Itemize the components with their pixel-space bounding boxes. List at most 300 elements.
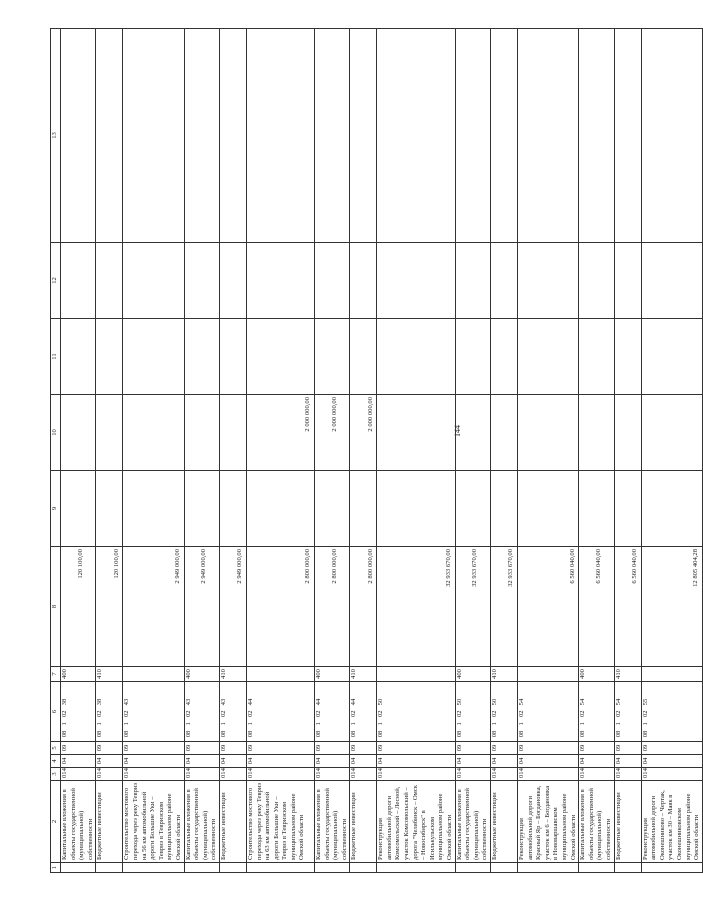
section-code-cell: 04 bbox=[455, 755, 490, 768]
header-cell-4: 4 bbox=[51, 755, 61, 768]
cell-col13 bbox=[219, 29, 246, 243]
target-article-part: 02 bbox=[579, 710, 587, 717]
cell-col13 bbox=[184, 29, 219, 243]
subsection-code-cell: 09 bbox=[219, 742, 246, 755]
description-cell: Бюджетные инвестиции bbox=[219, 781, 246, 863]
admin-code-cell: 014 bbox=[455, 768, 490, 781]
section-code-cell: 04 bbox=[350, 755, 377, 768]
cell-col1 bbox=[184, 863, 219, 873]
amount-col10-cell bbox=[579, 395, 614, 471]
header-cell-11: 11 bbox=[51, 319, 61, 395]
amount-cell bbox=[123, 547, 184, 667]
amount-cell bbox=[614, 547, 641, 667]
cell-col9 bbox=[518, 471, 579, 547]
cell-col11 bbox=[377, 319, 455, 395]
amount-col10-cell bbox=[377, 395, 455, 471]
target-article-part: 55 bbox=[641, 698, 649, 706]
amount-cell bbox=[96, 547, 123, 667]
header-cell-9: 9 bbox=[51, 471, 61, 547]
cell-col13 bbox=[614, 29, 641, 243]
cell-col1 bbox=[579, 863, 614, 873]
target-article-part: 1 bbox=[123, 722, 131, 726]
cell-col11 bbox=[219, 319, 246, 395]
cell-col11 bbox=[350, 319, 377, 395]
subsection-code-cell: 09 bbox=[491, 742, 518, 755]
amount-col10-cell bbox=[491, 395, 518, 471]
cell-col9 bbox=[377, 471, 455, 547]
cell-col12 bbox=[491, 243, 518, 319]
cell-col13 bbox=[123, 29, 184, 243]
target-article-part: 1 bbox=[184, 722, 192, 726]
description-cell: Капитальные вложения в объекты государственной (муниципальной) собственности bbox=[61, 781, 96, 863]
admin-code-cell: 014 bbox=[518, 768, 579, 781]
target-article-part: 08 bbox=[314, 730, 322, 738]
target-article-cell bbox=[614, 682, 641, 742]
amount-value: 120 100,00 bbox=[76, 549, 84, 579]
target-article-part: 1 bbox=[491, 722, 498, 726]
target-article-part: 54 bbox=[614, 698, 622, 706]
section-code-cell: 04 bbox=[184, 755, 219, 768]
header-cell-6: 6 bbox=[51, 682, 61, 742]
cell-col9 bbox=[314, 471, 349, 547]
cell-col1 bbox=[614, 863, 641, 873]
table-row bbox=[641, 29, 702, 873]
amount-cell bbox=[314, 547, 349, 667]
amount-value: 32 933 670,00 bbox=[471, 549, 479, 587]
expense-type-cell: 410 bbox=[219, 667, 246, 682]
description-cell: Реконструкция автомобильной дороги Красный Яр – Богдановка, участок км 6 – Богдановка в Нововаршавском муниципальном районе Омской области bbox=[518, 781, 579, 863]
cell-col12 bbox=[184, 243, 219, 319]
cell-col9 bbox=[96, 471, 123, 547]
admin-code-cell: 014 bbox=[184, 768, 219, 781]
target-article-part: 02 bbox=[96, 710, 104, 717]
header-cell-5: 5 bbox=[51, 742, 61, 755]
target-article-part: 02 bbox=[246, 710, 254, 717]
header-cell-10: 10 bbox=[51, 395, 61, 471]
amount-cell bbox=[518, 547, 579, 667]
table-body bbox=[51, 29, 703, 873]
subsection-code-cell: 09 bbox=[455, 742, 490, 755]
target-article-part: 1 bbox=[219, 722, 227, 726]
expense-type-cell: 400 bbox=[184, 667, 219, 682]
target-article-part: 1 bbox=[455, 722, 463, 726]
cell-col13 bbox=[518, 29, 579, 243]
admin-code-cell: 014 bbox=[641, 768, 702, 781]
subsection-code-cell: 09 bbox=[614, 742, 641, 755]
admin-code-cell: 014 bbox=[96, 768, 123, 781]
admin-code-cell: 014 bbox=[314, 768, 349, 781]
table-row bbox=[491, 29, 518, 873]
target-article-part: 08 bbox=[184, 730, 192, 738]
amount-value: 120 100,00 bbox=[112, 549, 120, 579]
target-article-cell bbox=[96, 682, 123, 742]
amount-cell bbox=[61, 547, 96, 667]
section-code-cell: 04 bbox=[641, 755, 702, 768]
amount-col10-cell bbox=[219, 395, 246, 471]
target-article-part: 02 bbox=[518, 710, 525, 717]
table-row bbox=[579, 29, 614, 873]
description-cell: Бюджетные инвестиции bbox=[96, 781, 123, 863]
cell-col12 bbox=[377, 243, 455, 319]
target-article-part: 02 bbox=[614, 710, 622, 717]
budget-table bbox=[50, 28, 703, 873]
target-article-part: 08 bbox=[246, 730, 254, 738]
expense-type-cell: 400 bbox=[61, 667, 96, 682]
admin-code-cell: 014 bbox=[350, 768, 377, 781]
table-row bbox=[377, 29, 455, 873]
expense-type-cell: 400 bbox=[455, 667, 490, 682]
amount-value: 2 800 000,00 bbox=[330, 549, 338, 584]
target-article-part: 1 bbox=[314, 722, 322, 726]
target-article-part: 1 bbox=[518, 722, 525, 726]
cell-col11 bbox=[246, 319, 314, 395]
target-article-part: 02 bbox=[491, 710, 498, 717]
target-article-part: 08 bbox=[377, 730, 385, 738]
amount-col10-value: 2 000 000,00 bbox=[304, 397, 312, 432]
target-article-part: 08 bbox=[579, 730, 587, 738]
amount-value: 6 560 040,00 bbox=[594, 549, 602, 584]
expense-type-cell: 410 bbox=[491, 667, 518, 682]
section-code-cell: 04 bbox=[123, 755, 184, 768]
section-code-cell: 04 bbox=[219, 755, 246, 768]
amount-cell bbox=[184, 547, 219, 667]
header-row bbox=[51, 29, 61, 873]
target-article-cell bbox=[123, 682, 184, 742]
expense-type-cell bbox=[377, 667, 455, 682]
target-article-part: 1 bbox=[377, 722, 385, 726]
cell-col12 bbox=[61, 243, 96, 319]
admin-code-cell: 014 bbox=[219, 768, 246, 781]
cell-col12 bbox=[314, 243, 349, 319]
subsection-code-cell: 09 bbox=[61, 742, 96, 755]
amount-value: 32 933 670,00 bbox=[507, 549, 515, 587]
cell-col1 bbox=[314, 863, 349, 873]
target-article-cell bbox=[350, 682, 377, 742]
section-code-cell: 04 bbox=[314, 755, 349, 768]
target-article-part: 08 bbox=[350, 730, 358, 738]
admin-code-cell: 014 bbox=[377, 768, 455, 781]
admin-code-cell: 014 bbox=[614, 768, 641, 781]
target-article-part: 02 bbox=[219, 710, 227, 717]
target-article-part: 08 bbox=[123, 730, 131, 738]
cell-col9 bbox=[123, 471, 184, 547]
subsection-code-cell: 09 bbox=[377, 742, 455, 755]
cell-col13 bbox=[350, 29, 377, 243]
cell-col13 bbox=[61, 29, 96, 243]
header-cell-7: 7 bbox=[51, 667, 61, 682]
amount-cell bbox=[350, 547, 377, 667]
target-article-cell bbox=[377, 682, 455, 742]
target-article-part: 08 bbox=[641, 730, 649, 738]
amount-value: 2 800 000,00 bbox=[304, 549, 312, 584]
cell-col11 bbox=[641, 319, 702, 395]
target-article-part: 02 bbox=[184, 710, 192, 717]
target-article-part: 43 bbox=[219, 698, 227, 706]
table-row bbox=[184, 29, 219, 873]
table-row bbox=[614, 29, 641, 873]
cell-col1 bbox=[377, 863, 455, 873]
target-article-part: 43 bbox=[123, 698, 131, 706]
target-article-part: 44 bbox=[314, 698, 322, 706]
expense-type-cell bbox=[518, 667, 579, 682]
target-article-part: 1 bbox=[579, 722, 587, 726]
expense-type-cell: 410 bbox=[96, 667, 123, 682]
cell-col12 bbox=[641, 243, 702, 319]
amount-value: 2 949 000,00 bbox=[200, 549, 208, 584]
cell-col1 bbox=[491, 863, 518, 873]
target-article-part: 50 bbox=[455, 698, 463, 706]
target-article-part: 54 bbox=[579, 698, 587, 706]
expense-type-cell: 400 bbox=[314, 667, 349, 682]
cell-col9 bbox=[641, 471, 702, 547]
cell-col9 bbox=[61, 471, 96, 547]
target-article-part: 02 bbox=[314, 710, 322, 717]
cell-col1 bbox=[123, 863, 184, 873]
amount-col10-cell bbox=[61, 395, 96, 471]
amount-col10-cell bbox=[641, 395, 702, 471]
amount-value: 2 800 000,00 bbox=[366, 549, 374, 584]
amount-cell bbox=[246, 547, 314, 667]
cell-col12 bbox=[518, 243, 579, 319]
cell-col1 bbox=[455, 863, 490, 873]
admin-code-cell: 014 bbox=[246, 768, 314, 781]
cell-col9 bbox=[219, 471, 246, 547]
subsection-code-cell: 09 bbox=[579, 742, 614, 755]
target-article-part: 1 bbox=[350, 722, 358, 726]
admin-code-cell: 014 bbox=[123, 768, 184, 781]
target-article-part: 50 bbox=[491, 698, 498, 706]
cell-col1 bbox=[219, 863, 246, 873]
cell-col12 bbox=[579, 243, 614, 319]
cell-col9 bbox=[184, 471, 219, 547]
cell-col13 bbox=[491, 29, 518, 243]
subsection-code-cell: 09 bbox=[123, 742, 184, 755]
amount-col10-cell bbox=[350, 395, 377, 471]
description-cell: Бюджетные инвестиции bbox=[491, 781, 518, 863]
cell-col11 bbox=[123, 319, 184, 395]
expense-type-cell bbox=[246, 667, 314, 682]
cell-col12 bbox=[614, 243, 641, 319]
target-article-cell bbox=[184, 682, 219, 742]
description-cell: Капитальные вложения в объекты государственной (муниципальной) собственности bbox=[184, 781, 219, 863]
amount-value: 6 560 040,00 bbox=[630, 549, 638, 584]
cell-col1 bbox=[641, 863, 702, 873]
target-article-part: 1 bbox=[246, 722, 254, 726]
description-cell: Капитальные вложения в объекты государственной (муниципальной) собственности bbox=[579, 781, 614, 863]
table-row bbox=[123, 29, 184, 873]
amount-cell bbox=[579, 547, 614, 667]
amount-col10-value: 2 000 000,00 bbox=[366, 397, 374, 432]
subsection-code-cell: 09 bbox=[96, 742, 123, 755]
header-cell-12: 12 bbox=[51, 243, 61, 319]
description-cell: Бюджетные инвестиции bbox=[614, 781, 641, 863]
section-code-cell: 04 bbox=[61, 755, 96, 768]
expense-type-cell: 400 bbox=[579, 667, 614, 682]
target-article-part: 02 bbox=[123, 710, 131, 717]
description-cell: Строительство мостового перехода через реку Тевриз на 63 км автомобильной дороги Большие Уки – Тевриз в Тевризском муниципальном районе Омской области bbox=[246, 781, 314, 863]
cell-col11 bbox=[314, 319, 349, 395]
cell-col11 bbox=[184, 319, 219, 395]
amount-col10-cell bbox=[614, 395, 641, 471]
page-number: 144 bbox=[453, 425, 462, 437]
cell-col1 bbox=[518, 863, 579, 873]
section-code-cell: 04 bbox=[96, 755, 123, 768]
amount-cell bbox=[455, 547, 490, 667]
admin-code-cell: 014 bbox=[491, 768, 518, 781]
amount-cell bbox=[219, 547, 246, 667]
amount-col10-cell bbox=[96, 395, 123, 471]
target-article-part: 44 bbox=[350, 698, 358, 706]
subsection-code-cell: 09 bbox=[246, 742, 314, 755]
description-cell: Строительство мостового перехода через реку Тевриз на 56 км автомобильной дороги Большие Уки – Тевриз в Тевризском муниципальном районе Омской области bbox=[123, 781, 184, 863]
amount-cell bbox=[491, 547, 518, 667]
amount-col10-cell bbox=[314, 395, 349, 471]
expense-type-cell bbox=[641, 667, 702, 682]
table-row bbox=[219, 29, 246, 873]
cell-col11 bbox=[96, 319, 123, 395]
table-row bbox=[518, 29, 579, 873]
target-article-part: 50 bbox=[377, 698, 385, 706]
target-article-cell bbox=[246, 682, 314, 742]
amount-value: 6 560 040,00 bbox=[568, 549, 576, 584]
budget-table-rotated bbox=[50, 29, 701, 873]
target-article-part: 08 bbox=[455, 730, 463, 738]
cell-col9 bbox=[614, 471, 641, 547]
target-article-part: 43 bbox=[184, 698, 192, 706]
table-row bbox=[350, 29, 377, 873]
amount-col10-cell bbox=[455, 395, 490, 471]
expense-type-cell bbox=[123, 667, 184, 682]
description-cell: Капитальные вложения в объекты государственной (муниципальной) собственности bbox=[314, 781, 349, 863]
target-article-part: 02 bbox=[641, 710, 649, 717]
admin-code-cell: 014 bbox=[61, 768, 96, 781]
description-cell: Капитальные вложения в объекты государственной (муниципальной) собственности bbox=[455, 781, 490, 863]
header-cell-13: 13 bbox=[51, 29, 61, 243]
section-code-cell: 04 bbox=[491, 755, 518, 768]
cell-col13 bbox=[641, 29, 702, 243]
cell-col12 bbox=[350, 243, 377, 319]
target-article-cell bbox=[219, 682, 246, 742]
target-article-part: 1 bbox=[96, 722, 104, 726]
cell-col13 bbox=[246, 29, 314, 243]
cell-col11 bbox=[614, 319, 641, 395]
cell-col11 bbox=[61, 319, 96, 395]
table-row bbox=[96, 29, 123, 873]
amount-col10-value: 2 000 000,00 bbox=[330, 397, 338, 432]
section-code-cell: 04 bbox=[246, 755, 314, 768]
amount-col10-cell bbox=[184, 395, 219, 471]
target-article-cell bbox=[518, 682, 579, 742]
target-article-part: 44 bbox=[246, 698, 254, 706]
table-row bbox=[246, 29, 314, 873]
amount-value: 32 933 670,00 bbox=[445, 549, 453, 587]
header-cell-2: 2 bbox=[51, 781, 61, 863]
section-code-cell: 04 bbox=[579, 755, 614, 768]
amount-col10-cell bbox=[246, 395, 314, 471]
target-article-part: 08 bbox=[61, 730, 68, 738]
cell-col12 bbox=[219, 243, 246, 319]
table-row bbox=[455, 29, 490, 873]
target-article-part: 02 bbox=[377, 710, 385, 717]
target-article-part: 02 bbox=[61, 710, 68, 717]
amount-col10-cell bbox=[518, 395, 579, 471]
expense-type-cell: 410 bbox=[614, 667, 641, 682]
cell-col9 bbox=[455, 471, 490, 547]
target-article-part: 38 bbox=[96, 698, 104, 706]
subsection-code-cell: 09 bbox=[350, 742, 377, 755]
target-article-part: 08 bbox=[614, 730, 622, 738]
amount-cell bbox=[641, 547, 702, 667]
cell-col13 bbox=[377, 29, 455, 243]
cell-col12 bbox=[123, 243, 184, 319]
target-article-cell bbox=[455, 682, 490, 742]
header-cell-1: 1 bbox=[51, 863, 61, 873]
cell-col1 bbox=[350, 863, 377, 873]
description-cell: Реконструкция автомобильной дороги Оконешниково – Чертак, участок км 30 – Маяк в Оконешниковском муниципальном районе Омской области bbox=[641, 781, 702, 863]
cell-col11 bbox=[491, 319, 518, 395]
target-article-cell bbox=[491, 682, 518, 742]
target-article-part: 08 bbox=[518, 730, 525, 738]
target-article-part: 1 bbox=[61, 722, 68, 726]
cell-col11 bbox=[518, 319, 579, 395]
target-article-part: 02 bbox=[455, 710, 463, 717]
cell-col11 bbox=[455, 319, 490, 395]
section-code-cell: 04 bbox=[518, 755, 579, 768]
target-article-cell bbox=[61, 682, 96, 742]
target-article-cell bbox=[641, 682, 702, 742]
amount-value: 2 949 000,00 bbox=[236, 549, 244, 584]
target-article-part: 1 bbox=[641, 722, 649, 726]
section-code-cell: 04 bbox=[377, 755, 455, 768]
target-article-part: 08 bbox=[219, 730, 227, 738]
subsection-code-cell: 09 bbox=[314, 742, 349, 755]
header-cell-8: 8 bbox=[51, 547, 61, 667]
target-article-part: 38 bbox=[61, 698, 68, 706]
cell-col9 bbox=[350, 471, 377, 547]
subsection-code-cell: 09 bbox=[641, 742, 702, 755]
expense-type-cell: 410 bbox=[350, 667, 377, 682]
amount-cell bbox=[377, 547, 455, 667]
description-cell: Бюджетные инвестиции bbox=[350, 781, 377, 863]
cell-col1 bbox=[96, 863, 123, 873]
cell-col9 bbox=[491, 471, 518, 547]
table-row bbox=[314, 29, 349, 873]
amount-value: 12 805 404,28 bbox=[692, 549, 700, 587]
cell-col9 bbox=[579, 471, 614, 547]
cell-col13 bbox=[96, 29, 123, 243]
description-cell: Реконструкция автомобильной дороги Комсомольский – Лесной, участок Комсомольский – дорога "Челябинск – Омск – Новосибирск" в Исилькульском муниципальном районе Омской области bbox=[377, 781, 455, 863]
cell-col12 bbox=[96, 243, 123, 319]
cell-col12 bbox=[455, 243, 490, 319]
section-code-cell: 04 bbox=[614, 755, 641, 768]
cell-col1 bbox=[61, 863, 96, 873]
cell-col13 bbox=[455, 29, 490, 243]
target-article-part: 02 bbox=[350, 710, 358, 717]
header-cell-3: 3 bbox=[51, 768, 61, 781]
table-row bbox=[61, 29, 96, 873]
target-article-part: 54 bbox=[518, 698, 525, 706]
amount-col10-cell bbox=[123, 395, 184, 471]
target-article-part: 1 bbox=[614, 722, 622, 726]
cell-col12 bbox=[246, 243, 314, 319]
cell-col11 bbox=[579, 319, 614, 395]
target-article-part: 08 bbox=[491, 730, 498, 738]
cell-col9 bbox=[246, 471, 314, 547]
target-article-part: 08 bbox=[96, 730, 104, 738]
cell-col13 bbox=[314, 29, 349, 243]
admin-code-cell: 014 bbox=[579, 768, 614, 781]
cell-col1 bbox=[246, 863, 314, 873]
